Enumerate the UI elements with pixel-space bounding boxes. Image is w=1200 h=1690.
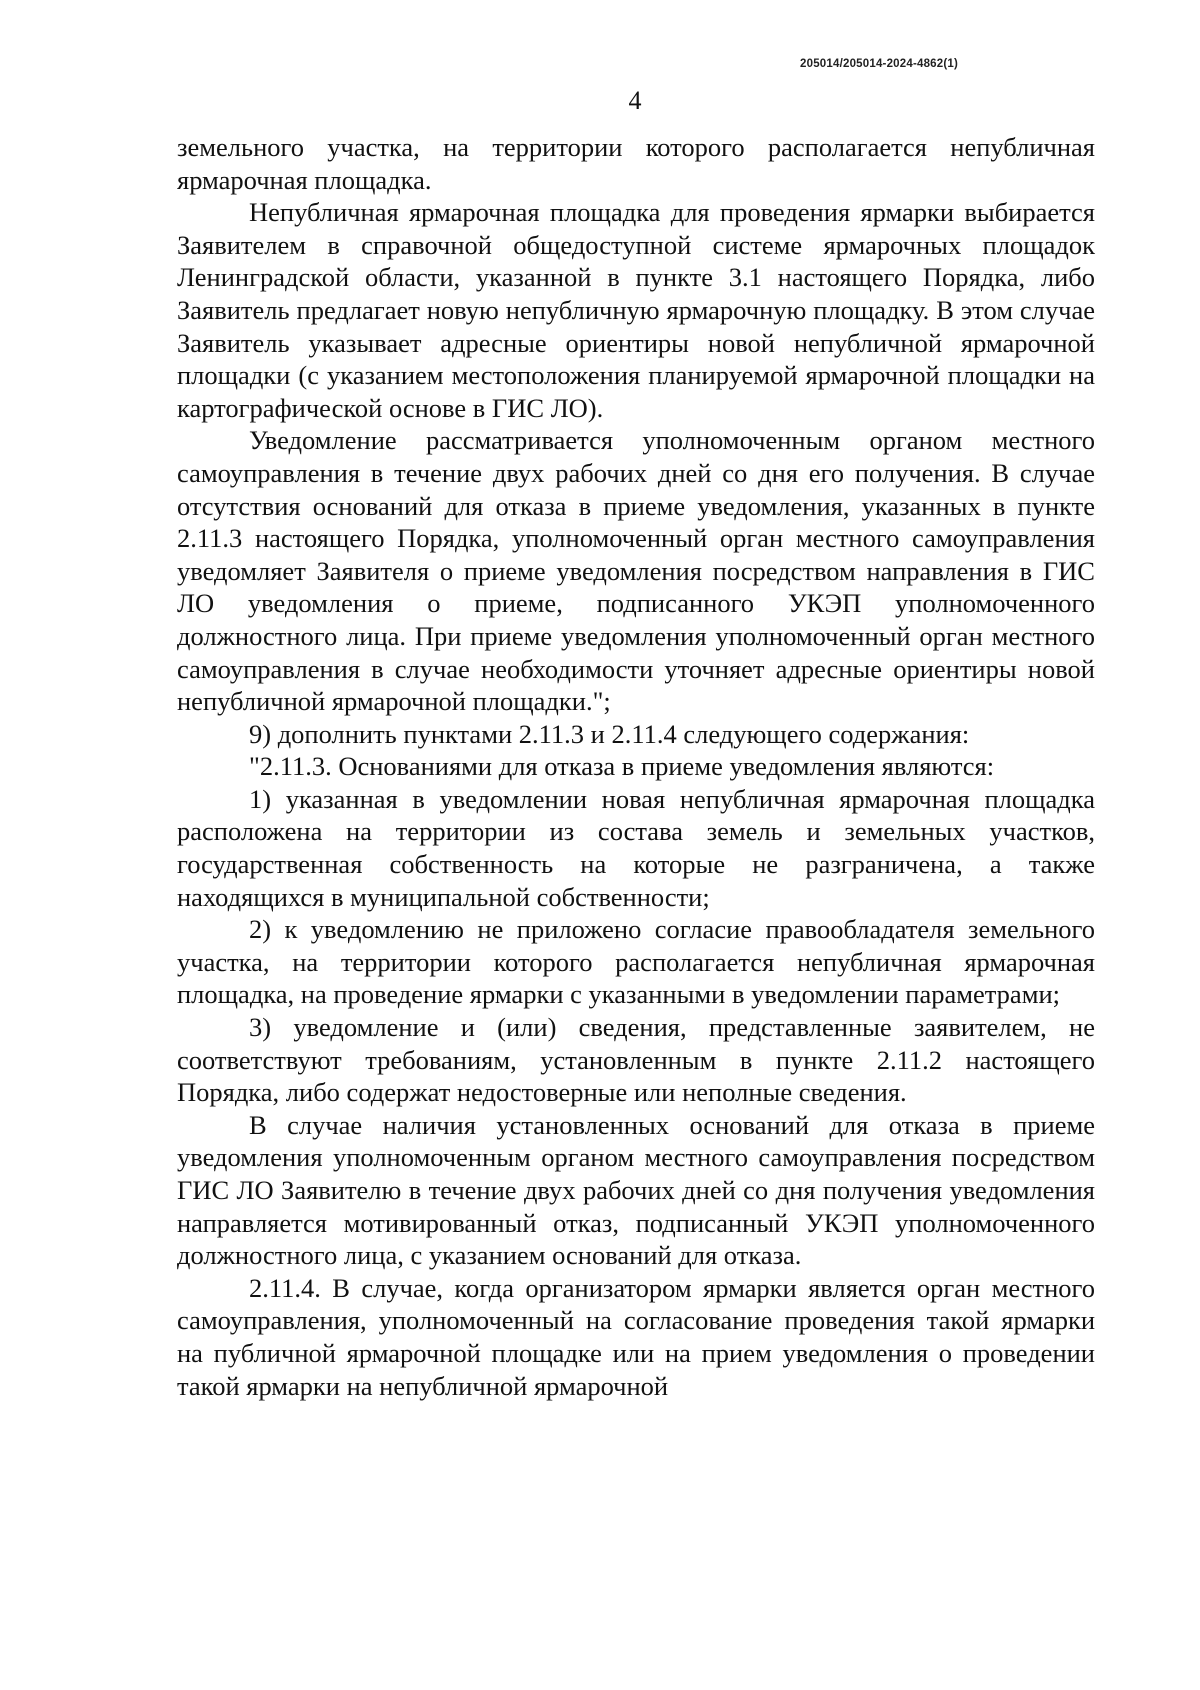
document-body [177,131,1095,1402]
paragraph-item-9: 9) дополнить пунктами 2.11.3 и 2.11.4 следующего содержания: [249,718,970,749]
paragraph-continuation: земельного участка, на территории которого располагается непубличная ярмарочная площадка. [177,132,1095,195]
paragraph-site-selection: Непубличная ярмарочная площадка для проведения ярмарки выбирается Заявителем в справочной общедоступной системе ярмарочных площадок Ленинградской области, указанной в пункте 3.1 настоящего Порядка, либо Заявитель предлагает новую непубличную ярмарочную площадку. В этом случае Заявитель указывает адресные ориентиры новой непубличной ярмарочной площадки (с указанием местоположения планируемой ярмарочной площадки на картографической основе в ГИС ЛО). [177,197,1095,423]
paragraph-ground-3: 3) уведомление и (или) сведения, представленные заявителем, не соответствуют требованиям, установленным в пункте 2.11.2 настоящего Порядка, либо содержат недостоверные или неполные сведения. [177,1012,1095,1108]
page-number: 4 [628,86,642,115]
paragraph-refusal: В случае наличия установленных оснований для отказа в приеме уведомления уполномоченным органом местного самоуправления посредством ГИС ЛО Заявителю в течение двух рабочих дней со дня получения уведомления направляется мотивированный отказ, подписанный УКЭП уполномоченного должностного лица, с указанием оснований для отказа. [177,1109,1095,1271]
paragraph-ground-2: 2) к уведомлению не приложено согласие правообладателя земельного участка, на территории которого располагается непубличная ярмарочная площадка, на проведение ярмарки с указанными в уведомлении параметрами; [177,914,1095,1010]
paragraph-2-11-4: 2.11.4. В случае, когда организатором ярмарки является орган местного самоуправления, уполномоченный на согласование проведения такой ярмарки на публичной ярмарочной площадке или на прием уведомления о проведении такой ярмарки на непубличной ярмарочной [177,1272,1095,1401]
document-id: 205014/205014-2024-4862(1) [800,58,959,70]
paragraph-2-11-3-heading: "2.11.3. Основаниями для отказа в приеме уведомления являются: [249,751,995,782]
paragraph-ground-1: 1) указанная в уведомлении новая непубличная ярмарочная площадка расположена на территории из состава земель и земельных участков, государственная собственность на которые не разграничена, а также находящихся в муниципальной собственности; [177,783,1095,912]
paragraph-notice-review: Уведомление рассматривается уполномоченным органом местного самоуправления в течение двух рабочих дней со дня его получения. В случае отсутствия оснований для отказа в приеме уведомления, указанных в пункте 2.11.3 настоящего Порядка, уполномоченный орган местного самоуправления уведомляет Заявителя о приеме уведомления посредством направления в ГИС ЛО уведомления о приеме, подписанного УКЭП уполномоченного должностного лица. При приеме уведомления уполномоченный орган местного самоуправления в случае необходимости уточняет адресные ориентиры новой непубличной ярмарочной площадки."; [177,425,1095,717]
